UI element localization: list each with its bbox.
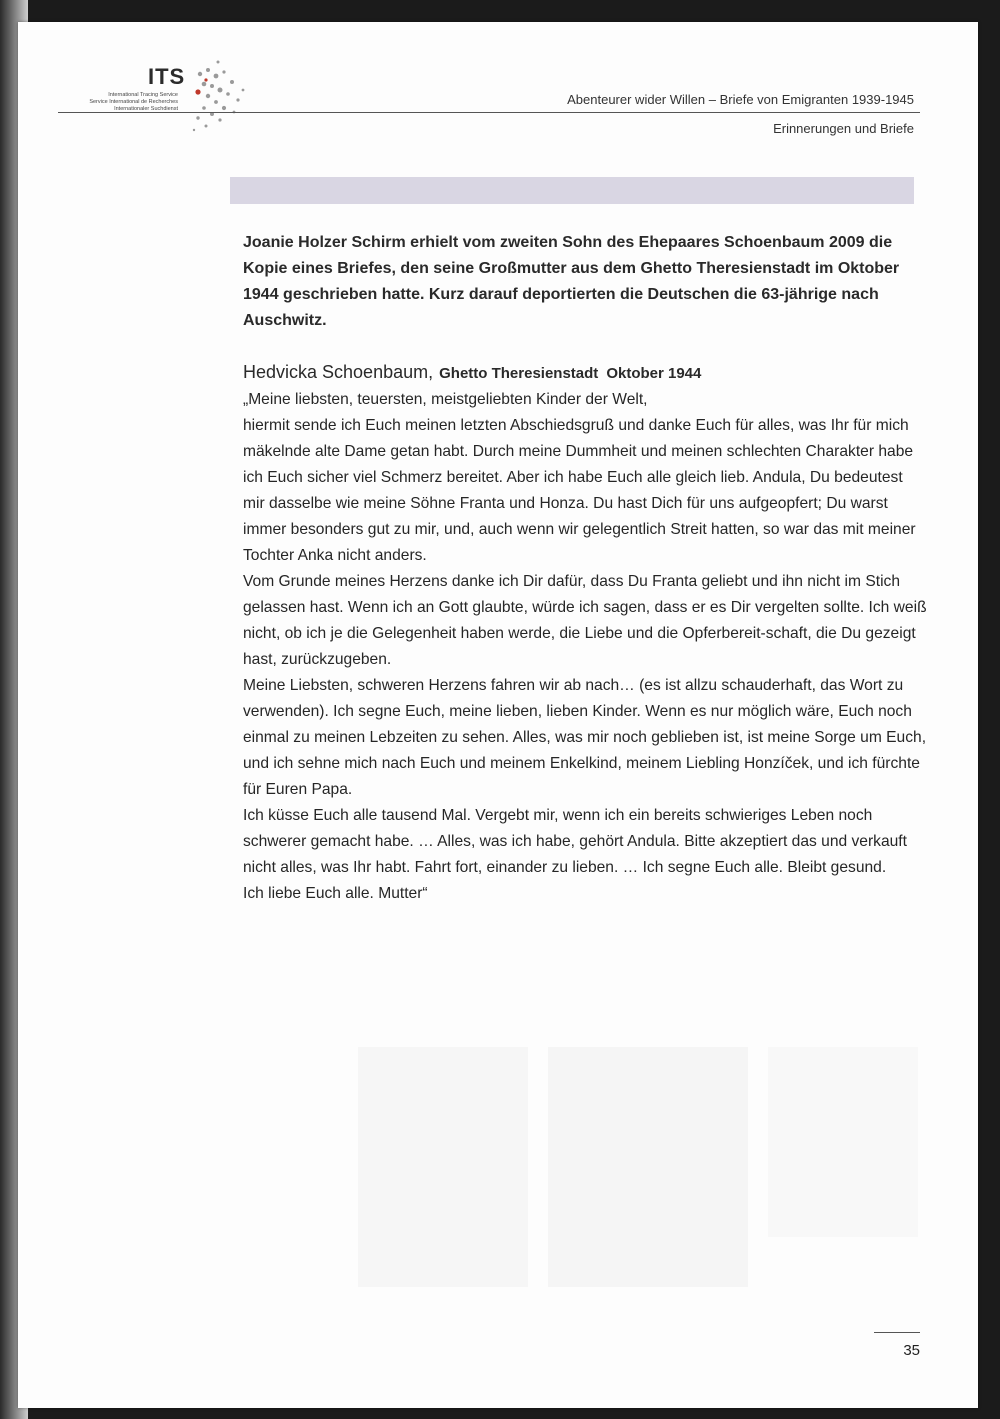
- letter-paragraph: Meine Liebsten, schweren Herzens fahren wir ab nach… (es ist allzu schauderhaft, das Wort zu verwenden). Ich segne Euch, meine lieben, lieben Kinder. Wenn es nur möglich wäre, Euch noch einmal zu meinen Lebzeiten zu sehen. Alles, was mir noch geblieben ist, ist meine Sorge um Euch, und ich sehne mich nach Euch und meinem Enkelkind, meinem Liebling Honzíček, und ich fürchte für Euren Papa.: [243, 677, 927, 798]
- show-through-reverse-page: [238, 952, 938, 1372]
- letter-date: Oktober 1944: [606, 365, 702, 382]
- header-divider: [58, 112, 920, 113]
- section-color-band: [230, 177, 914, 204]
- letter-paragraph: „Meine liebsten, teuersten, meistgeliebten Kinder der Welt,: [243, 391, 648, 408]
- letter-place: Ghetto Theresienstadt: [439, 365, 599, 382]
- running-header-subtitle: Erinnerungen und Briefe: [773, 121, 914, 136]
- logo-subtitle: [58, 92, 178, 113]
- letter-paragraph: Ich küsse Euch alle tausend Mal. Vergebt mir, wenn ich ein bereits schwieriges Leben noch schwerer gemacht habe. … Alles, was ich habe, gehört Andula. Bitte akzeptiert das und verkauft nicht alles, was Ihr habt. Fahrt fort, einander zu lieben. … Ich segne Euch alle. Bleibt gesund.: [243, 807, 907, 876]
- letter-author: Hedvicka Schoenbaum,: [243, 362, 434, 382]
- ghost-photo: [768, 1047, 918, 1237]
- logo-title: ITS: [148, 64, 186, 89]
- letter-paragraph: hiermit sende ich Euch meinen letzten Abschiedsgruß und danke Euch für alles, was Ihr für mich mäkelnde alte Dame getan habt. Durch meine Dummheit und meinen schlechten Charakter habe ich Euch sicher viel Schmerz bereitet. Aber ich habe Euch alle gleich lieb. Andula, Du bedeutest mir dasselbe wie meine Söhne Franta und Honza. Du hast Dich für uns aufgeopfert; Du warst immer besonders gut zu mir, und, auch wenn wir gelegentlich Streit hatten, so war das mit meiner Tochter Anka nicht anders.: [243, 417, 916, 564]
- footer-divider: [874, 1332, 920, 1333]
- letter-body: [243, 387, 928, 907]
- page-number: 35: [903, 1342, 920, 1359]
- letter-paragraph: Ich liebe Euch alle. Mutter“: [243, 885, 428, 902]
- running-header-title: Abenteurer wider Willen – Briefe von Emigranten 1939-1945: [567, 92, 914, 107]
- its-logo: [58, 52, 248, 142]
- intro-paragraph: Joanie Holzer Schirm erhielt vom zweiten Sohn des Ehepaares Schoenbaum 2009 die Kopie eines Briefes, den seine Großmutter aus dem Ghetto Theresienstadt im Oktober 1944 geschrieben hatte. Kurz darauf deportierten die Deutschen die 63-jährige nach Auschwitz.: [243, 234, 900, 329]
- ghost-photo: [548, 1047, 748, 1287]
- ghost-photo: [358, 1047, 528, 1287]
- document-page: [18, 22, 978, 1408]
- logo-subtitle-line: Service International de Recherches: [89, 99, 178, 105]
- letter-heading: [243, 362, 923, 383]
- letter-paragraph: Vom Grunde meines Herzens danke ich Dir dafür, dass Du Franta geliebt und ihn nicht im Stich gelassen hast. Wenn ich an Gott glaubte, würde ich sagen, dass er es Dir vergelten sollte. Ich weiß nicht, ob ich je die Gelegenheit haben werde, die Liebe und die Opferbereit-schaft, die Du gezeigt hast, zurückzugeben.: [243, 573, 927, 668]
- logo-subtitle-line: International Tracing Service: [108, 92, 178, 98]
- logo-subtitle-line: Internationaler Suchdienst: [114, 106, 178, 112]
